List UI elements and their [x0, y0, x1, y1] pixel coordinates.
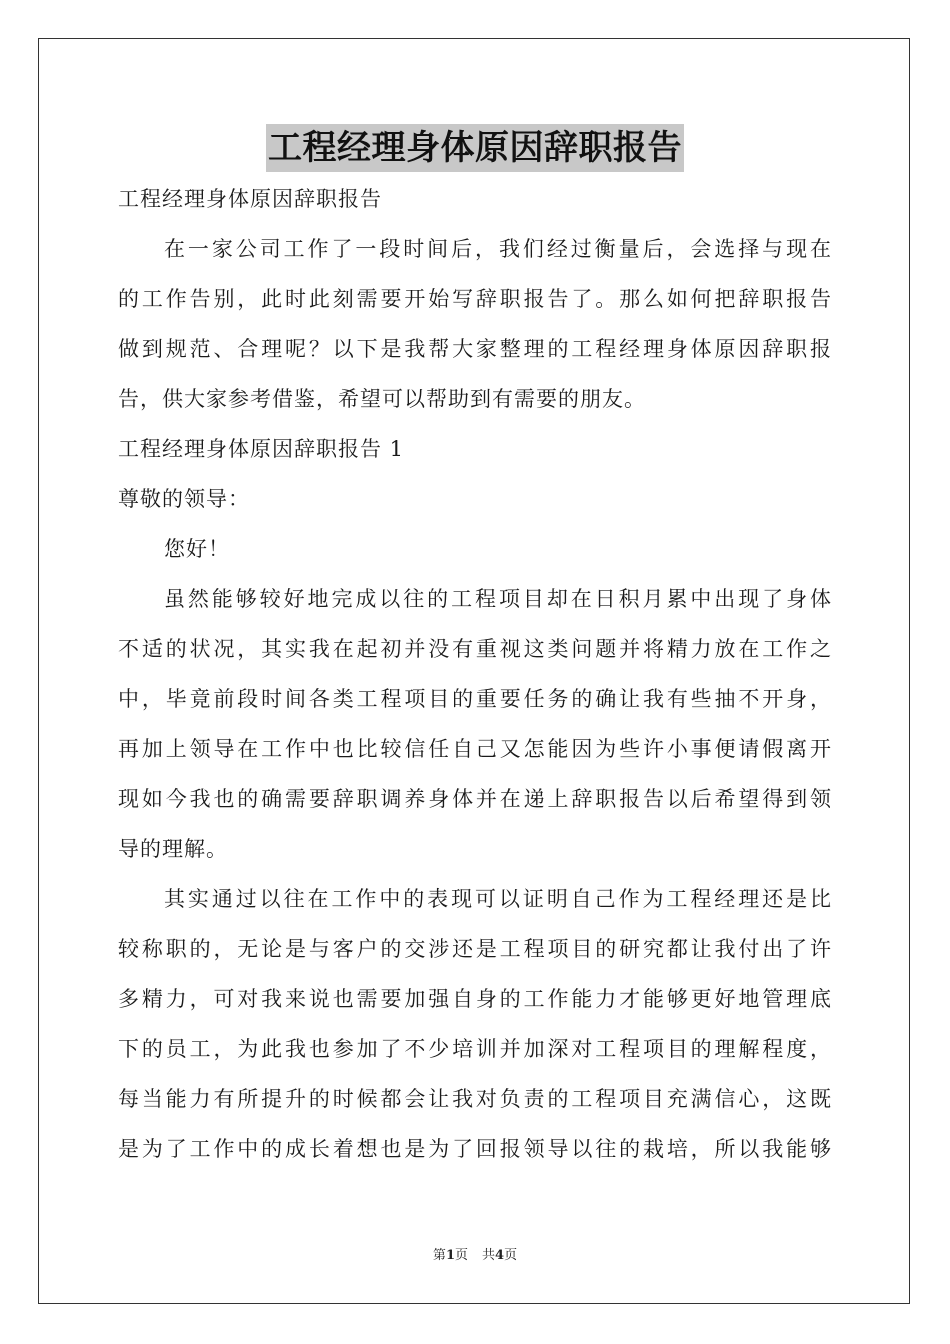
text-line: 每当能力有所提升的时候都会让我对负责的工程项目充满信心，这既 [118, 1087, 832, 1111]
text-line: 的工作告别，此时此刻需要开始写辞职报告了。那么如何把辞职报告 [118, 287, 832, 311]
document-body [118, 174, 832, 1174]
text-line: 在一家公司工作了一段时间后，我们经过衡量后，会选择与现在 [164, 237, 832, 261]
text-line: 告，供大家参考借鉴，希望可以帮助到有需要的朋友。 [118, 387, 646, 411]
text-line: 现如今我也的确需要辞职调养身体并在递上辞职报告以后希望得到领 [118, 787, 832, 811]
text-line: 导的理解。 [118, 837, 228, 861]
text-line: 较称职的，无论是与客户的交涉还是工程项目的研究都让我付出了许 [118, 937, 832, 961]
total-prefix: 共 [482, 1248, 496, 1263]
text-line: 尊敬的领导： [118, 487, 250, 511]
text-line: 多精力，可对我来说也需要加强自身的工作能力才能够更好地管理底 [118, 987, 832, 1011]
page-footer [0, 1246, 950, 1266]
text-line: 工程经理身体原因辞职报告 1 [118, 437, 405, 461]
text-line: 是为了工作中的成长着想也是为了回报领导以往的栽培，所以我能够 [118, 1137, 832, 1161]
document-title: 工程经理身体原因辞职报告 [266, 124, 684, 172]
text-line: 做到规范、合理呢？以下是我帮大家整理的工程经理身体原因辞职报 [118, 337, 832, 361]
text-line: 其实通过以往在工作中的表现可以证明自己作为工程经理还是比 [164, 887, 832, 911]
total-suffix: 页 [504, 1248, 518, 1263]
text-line: 再加上领导在工作中也比较信任自己又怎能因为些许小事便请假离开 [118, 737, 832, 761]
text-line: 工程经理身体原因辞职报告 [118, 187, 382, 211]
text-line: 不适的状况，其实我在起初并没有重视这类问题并将精力放在工作之 [118, 637, 832, 661]
text-line: 下的员工，为此我也参加了不少培训并加深对工程项目的理解程度， [118, 1037, 832, 1061]
page-suffix: 页 [454, 1248, 468, 1263]
title-container [0, 124, 950, 172]
text-line: 虽然能够较好地完成以往的工程项目却在日积月累中出现了身体 [164, 587, 832, 611]
page-prefix: 第 [432, 1248, 446, 1263]
text-line: 您好！ [164, 537, 230, 561]
text-line: 中，毕竟前段时间各类工程项目的重要任务的确让我有些抽不开身， [118, 687, 832, 711]
page-current: 1 [445, 1248, 455, 1263]
page-total: 4 [495, 1248, 505, 1263]
